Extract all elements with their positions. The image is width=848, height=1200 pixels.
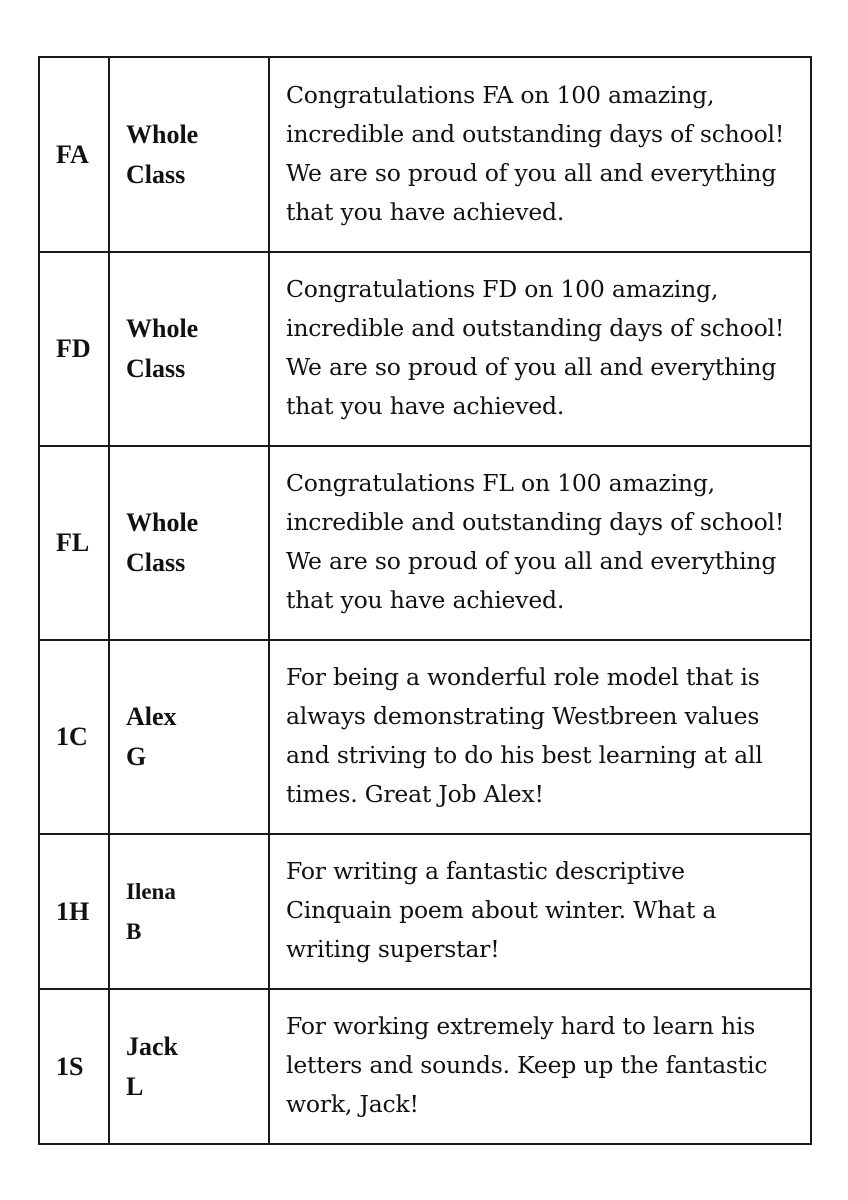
student-name-line: Alex (126, 702, 177, 731)
student-name-line: G (126, 742, 147, 771)
award-message (269, 640, 811, 834)
class-code: 1S (39, 989, 109, 1144)
student-name-line: Ilena (126, 878, 176, 904)
class-code: FD (39, 252, 109, 446)
table-row (39, 446, 811, 640)
student-name (109, 834, 269, 989)
student-name-line: Jack (126, 1031, 178, 1061)
award-message-line: that you have achieved. (286, 197, 565, 226)
student-name (109, 640, 269, 834)
award-message-line: incredible and outstanding days of school! (286, 508, 785, 536)
award-message-line: always demonstrating Westbreen values (286, 702, 760, 730)
award-message-line: that you have achieved. (286, 586, 565, 614)
student-name-line: L (126, 1071, 144, 1101)
award-message-line: work, Jack! (286, 1090, 419, 1118)
award-message-line: Congratulations FL on 100 amazing, (286, 469, 715, 497)
award-message-line: For working extremely hard to learn his (286, 1012, 756, 1040)
student-name-line: Whole (126, 119, 199, 149)
award-message-line: that you have achieved. (286, 392, 565, 420)
award-message-line: We are so proud of you all and everything (286, 547, 777, 575)
student-name (109, 252, 269, 446)
award-message-line: For writing a fantastic descriptive (286, 857, 685, 885)
award-message-line: incredible and outstanding days of school! (286, 314, 785, 342)
table-row (39, 57, 811, 252)
award-message (269, 252, 811, 446)
student-name-line: Whole (126, 314, 199, 343)
award-message-line: and striving to do his best learning at all (286, 741, 763, 769)
student-name-line: Class (126, 548, 186, 577)
award-message-line: Cinquain poem about winter. What a (286, 896, 717, 924)
award-message (269, 989, 811, 1144)
award-message-line: letters and sounds. Keep up the fantastic (286, 1051, 768, 1079)
award-message-line: times. Great Job Alex! (286, 780, 544, 808)
class-code: 1C (39, 640, 109, 834)
award-message-line: incredible and outstanding days of school! (286, 119, 785, 148)
table-row (39, 989, 811, 1144)
award-message-line: For being a wonderful role model that is (286, 663, 760, 691)
award-message (269, 57, 811, 252)
award-message (269, 834, 811, 989)
student-name (109, 989, 269, 1144)
table-row (39, 640, 811, 834)
student-name (109, 446, 269, 640)
table-row (39, 252, 811, 446)
student-name-line: Class (126, 354, 186, 383)
student-name-line: Whole (126, 508, 199, 537)
class-code: 1H (39, 834, 109, 989)
award-message-line: We are so proud of you all and everything (286, 158, 777, 187)
award-message-line: Congratulations FD on 100 amazing, (286, 275, 719, 303)
table-row (39, 834, 811, 989)
award-message-line: Congratulations FA on 100 amazing, (286, 80, 715, 109)
class-code: FL (39, 446, 109, 640)
award-message-line: writing superstar! (286, 935, 500, 963)
student-name-line: Class (126, 159, 186, 189)
class-code: FA (39, 57, 109, 252)
award-message-line: We are so proud of you all and everything (286, 353, 777, 381)
student-name (109, 57, 269, 252)
student-name-line: B (126, 918, 142, 944)
awards-table (38, 56, 812, 1145)
award-message (269, 446, 811, 640)
